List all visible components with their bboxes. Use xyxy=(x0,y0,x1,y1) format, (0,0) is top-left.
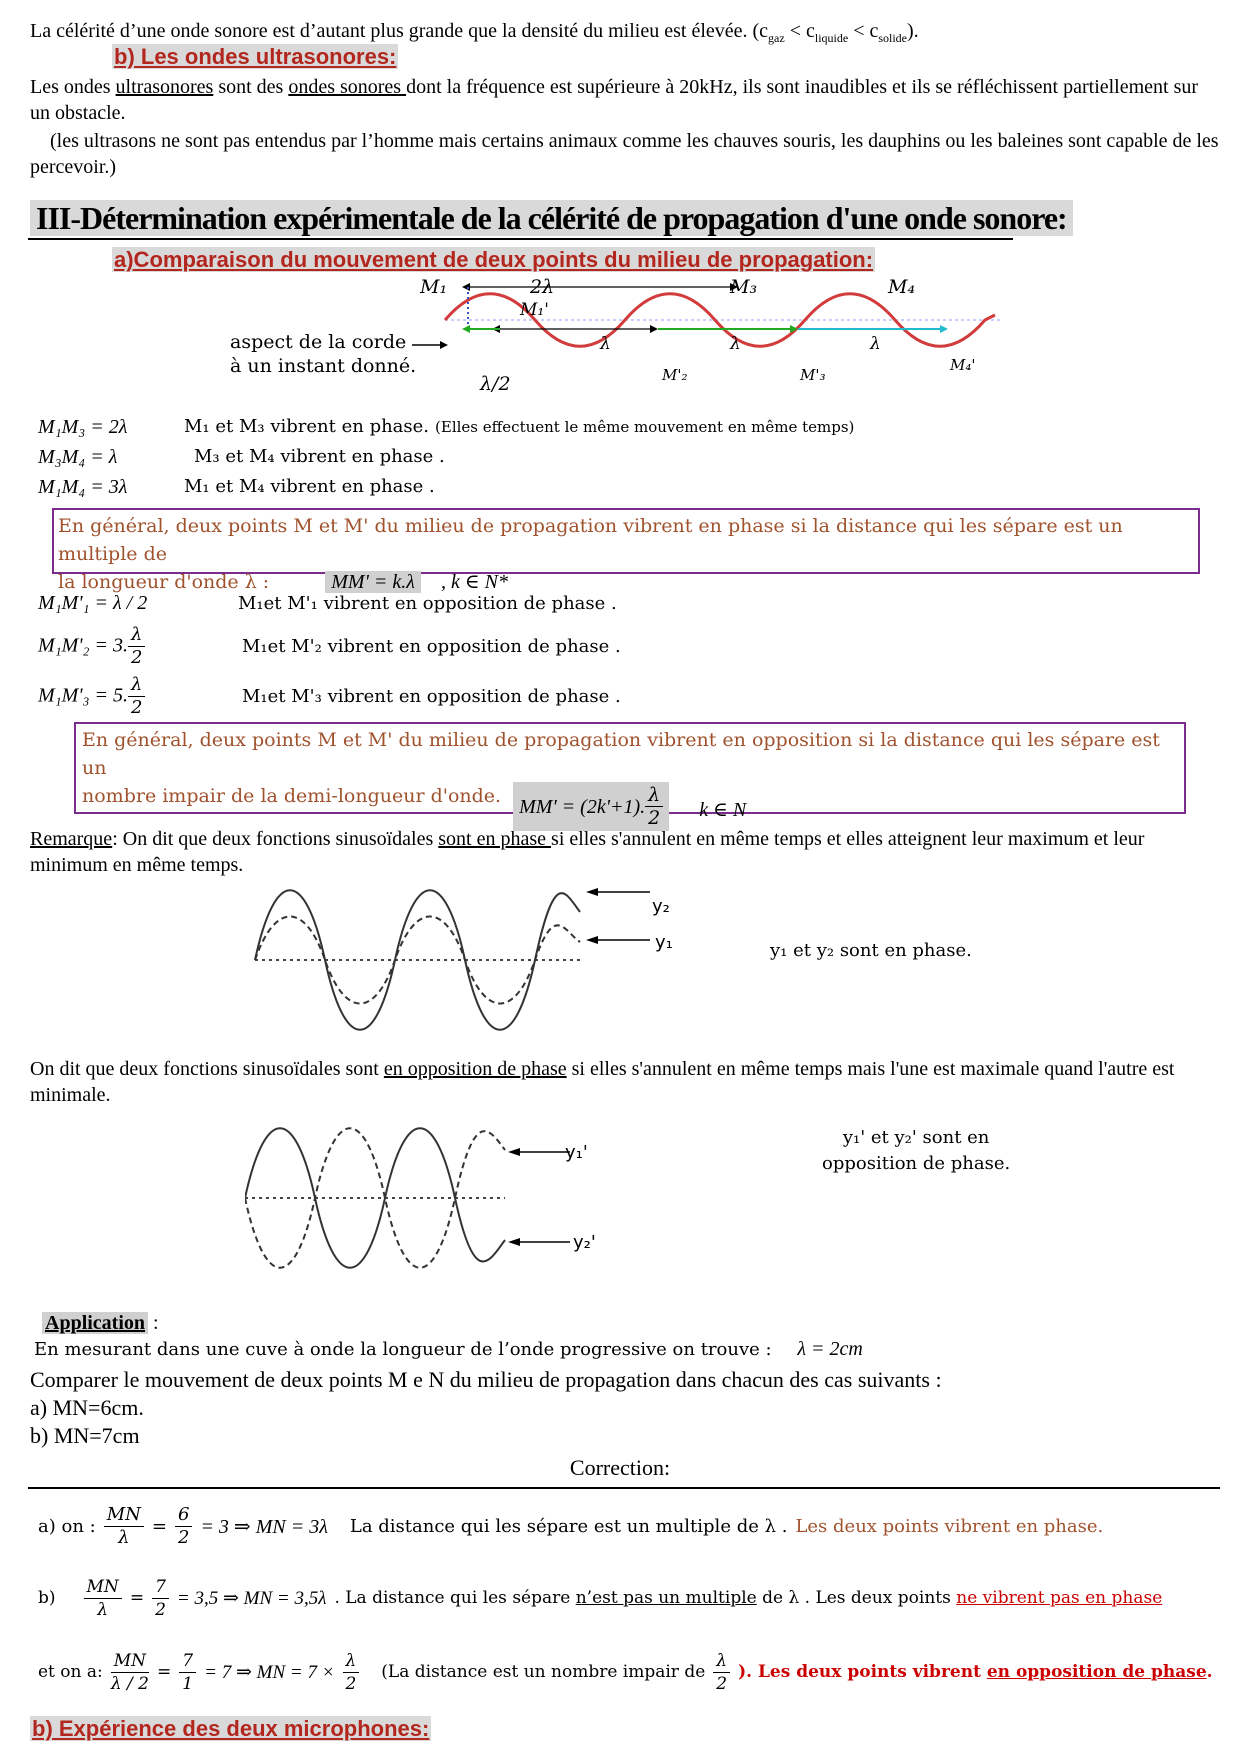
inphase-rule-box: En général, deux points M et M' du milieu de propagation vibrent en phase si la distance qui les sépare est un multiple de la longueur d'onde λ : MM' = k.λ , k ∈ N* xyxy=(52,508,1200,574)
label-lambda-1: λ xyxy=(600,334,611,354)
ultrasons-note: (les ultrasons ne sont pas entendus par l’homme mais certains animaux comme les chauves souris, les dauphins ou les baleines sont capable de les percevoir.) xyxy=(30,130,1219,178)
inphase-caption: y₁ et y₂ sont en phase. xyxy=(770,940,972,961)
application-question: Comparer le mouvement de deux points M e N du milieu de propagation dans chacun des cas suivants : a) MN=6cm. b) MN=7cm xyxy=(30,1367,942,1448)
opposition-paragraph: On dit que deux fonctions sinusoïdales sont en opposition de phase si elles s'annulent en même temps mais l'une est maximale quand l'autre est minimale. xyxy=(30,1058,1175,1106)
correction-a: a) on : $\frac{MN}{\lambda}$ = $\frac{6}{2}$ = 3 ⇒ MN = 3λ La distance qui les sépare est un multiple de λ . Les deux points vibrent en phase. xyxy=(38,1503,1104,1548)
inphase-sine-figure xyxy=(250,872,730,1042)
opp-row-1: M₁M'₁ = λ / 2 M₁et M'₁ vibrent en opposition de phase . xyxy=(38,591,617,614)
label-half-lambda: λ/2 xyxy=(480,373,511,395)
correction-heading: Correction: xyxy=(569,1455,671,1480)
label-M1-prime: M₁' xyxy=(520,300,549,320)
label-y1-prime: y₁' xyxy=(565,1142,588,1163)
label-M2-prime: M'₂ xyxy=(662,366,688,384)
opp-row-3: M₁M'₃ = 5. $\frac{\lambda}{2}$ M₁et M'₃ vibrent en opposition de phase . xyxy=(38,673,621,718)
label-M1: M₁ xyxy=(420,276,448,298)
ultrasons-heading: b) Les ondes ultrasonores: xyxy=(114,44,397,69)
title-rule xyxy=(28,238,1013,240)
ultrasons-paragraph: Les ondes ultrasonores sont des ondes sonores dont la fréquence est supérieure à 20kHz, ils sont inaudibles et ils se réfléchissent partiellement sur un obstacle. xyxy=(30,76,1199,124)
label-lambda-3: λ xyxy=(870,334,881,354)
label-M4-prime: M₄' xyxy=(950,356,976,374)
label-M4: M₄ xyxy=(888,276,916,298)
celerity-sentence: La célérité d’une onde sonore est d’autant plus grande que la densité du milieu est élevée. $(c_{gaz} < c_{liquide} < c_{solide})$. xyxy=(30,20,919,45)
rope-wave-figure xyxy=(400,275,1010,400)
opposition-sine-figure xyxy=(245,1110,665,1285)
label-2lambda: 2λ xyxy=(530,276,555,298)
label-y2-prime: y₂' xyxy=(573,1232,596,1253)
label-y2: y₂ xyxy=(652,896,670,917)
section-3-title: III-Détermination expérimentale de la célérité de propagation d'une onde sonore: xyxy=(30,200,1073,237)
correction-b: b) $\frac{MN}{\lambda}$ = $\frac{7}{2}$ = 3,5 ⇒ MN = 3,5λ . La distance qui les sépare n’est pas un multiple de λ . Les deux points ne vibrent pas en phase xyxy=(38,1576,1163,1620)
application-label: Application : xyxy=(42,1310,159,1336)
opposition-formula: MM' = (2k'+1). $\frac{\lambda}{2}$ xyxy=(513,782,669,831)
correction-c: et on a: $\frac{MN}{\lambda / 2}$ = $\frac{7}{1}$ = 7 ⇒ MN = 7 × $\frac{\lambda}{2}$ (La distance est un nombre impair de $\frac{\lambda}{2}$ ). Les deux points vibrent en opposition de phase. xyxy=(38,1650,1213,1694)
rope-caption: aspect de la corde à un instant donné. xyxy=(230,331,417,377)
subsection-a-heading: a)Comparaison du mouvement de deux points du milieu de propagation: xyxy=(114,247,874,272)
opposition-rule-box: En général, deux points M et M' du milieu de propagation vibrent en opposition si la distance qui les sépare est un nombre impair de la demi-longueur d'onde. MM' = (2k'+1). $\frac{\lambda}{2}$ k ∈ N xyxy=(74,722,1186,814)
opp-row-2: M₁M'₂ = 3. $\frac{\lambda}{2}$ M₁et M'₂ vibrent en opposition de phase . xyxy=(38,623,621,668)
opposition-caption: y₁' et y₂' sont en opposition de phase. xyxy=(822,1127,1011,1174)
remark-paragraph: Remarque: On dit que deux fonctions sinusoïdales sont en phase si elles s'annulent en même temps et elles atteignent leur maximum et leur minimum en même temps. xyxy=(30,828,1145,876)
label-lambda-2: λ xyxy=(730,334,741,354)
inphase-list xyxy=(38,412,854,502)
correction-rule xyxy=(28,1487,1220,1489)
label-y1: y₁ xyxy=(655,932,673,953)
inphase-row-2: M₃M₄ = λ M₃ et M₄ vibrent en phase . xyxy=(38,446,445,468)
label-M3: M₃ xyxy=(730,276,758,298)
label-M3-prime: M'₃ xyxy=(800,366,826,384)
section-b-heading: b) Expérience des deux microphones: xyxy=(32,1716,430,1741)
inphase-row-3: M₁M₄ = 3λ M₁ et M₄ vibrent en phase . xyxy=(38,476,435,498)
opposition-list xyxy=(38,585,738,721)
application-statement: En mesurant dans une cuve à onde la longueur de l’onde progressive on trouve : λ = 2cm xyxy=(34,1338,863,1360)
inphase-row-1: M₁M₃ = 2λ M₁ et M₃ vibrent en phase. (Elles effectuent le même mouvement en même temps) xyxy=(38,416,855,438)
